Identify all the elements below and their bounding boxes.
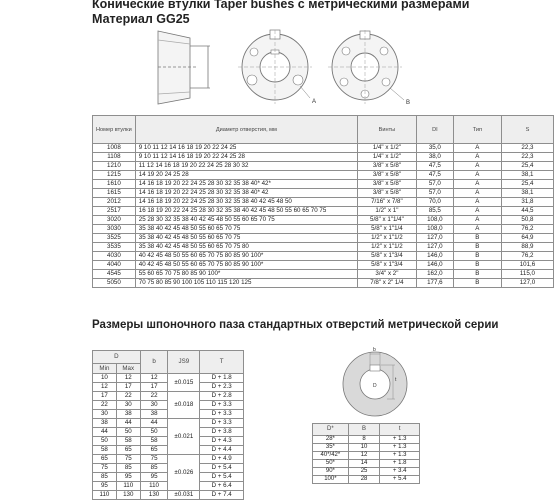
keyway-table-body bbox=[93, 374, 244, 500]
table-cell: 65 bbox=[93, 455, 117, 464]
table-cell: 130 bbox=[140, 491, 168, 500]
table-cell: 130 bbox=[116, 491, 140, 500]
hub-label-b: b bbox=[373, 347, 376, 353]
table-cell: 38,1 bbox=[501, 171, 553, 180]
table-cell: 40 42 45 48 50 55 60 65 70 75 80 85 90 100* bbox=[135, 261, 357, 270]
table-row bbox=[93, 216, 554, 225]
page-title: Конические втулки Taper bushes с метрическими размерами bbox=[92, 0, 470, 11]
table-cell: B bbox=[453, 270, 501, 279]
table-row bbox=[93, 455, 244, 464]
table-cell: A bbox=[453, 180, 501, 189]
table-cell: 38 bbox=[140, 410, 168, 419]
table-cell: 57,0 bbox=[416, 189, 453, 198]
table-cell: 85 bbox=[93, 473, 117, 482]
table-cell: 1/2" x 1"1/2 bbox=[357, 234, 416, 243]
table-cell: 2012 bbox=[93, 198, 136, 207]
header-s: S bbox=[501, 116, 553, 144]
table-cell: 7/16" x 7/8" bbox=[357, 198, 416, 207]
table-cell: 14 19 20 24 25 28 bbox=[135, 171, 357, 180]
table-cell: 3/8" x 5/8" bbox=[357, 162, 416, 171]
table-cell: 95 bbox=[116, 473, 140, 482]
special-bore-table bbox=[312, 423, 420, 484]
table-cell: 25,4 bbox=[501, 162, 553, 171]
table-row bbox=[313, 452, 420, 460]
table-row bbox=[313, 444, 420, 452]
table-cell: 5/8" x 1"1/4" bbox=[357, 216, 416, 225]
tolerance-cell: ±0.021 bbox=[168, 419, 200, 455]
keyway-header-row bbox=[93, 351, 244, 364]
table-cell: 40*/42* bbox=[313, 452, 349, 460]
table-cell: 1210 bbox=[93, 162, 136, 171]
table-cell: 10 bbox=[348, 444, 380, 452]
table-cell: 3/4" x 2" bbox=[357, 270, 416, 279]
header-t: T bbox=[200, 351, 244, 374]
table-cell: 70 75 80 85 90 100 105 110 115 120 125 bbox=[135, 279, 357, 288]
table-cell: 14 16 18 19 20 22 24 25 28 30 32 35 38 40* 42* bbox=[135, 180, 357, 189]
table-cell: 3020 bbox=[93, 216, 136, 225]
table-cell: D + 5.4 bbox=[200, 473, 244, 482]
table-cell: 25,4 bbox=[501, 180, 553, 189]
table-cell: 5/8" x 1"3/4 bbox=[357, 261, 416, 270]
table-cell: + 3.4 bbox=[380, 468, 420, 476]
table-row bbox=[93, 144, 554, 153]
table-row bbox=[93, 261, 554, 270]
table-cell: 75 bbox=[93, 464, 117, 473]
table-cell: 4040 bbox=[93, 261, 136, 270]
table-cell: 47,5 bbox=[416, 171, 453, 180]
table-cell: 162,0 bbox=[416, 270, 453, 279]
table-cell: D + 3.3 bbox=[200, 401, 244, 410]
table-row bbox=[313, 460, 420, 468]
table-cell: A bbox=[453, 144, 501, 153]
table-cell: 90* bbox=[313, 468, 349, 476]
table-cell: 22 bbox=[93, 401, 117, 410]
table-cell: 12 bbox=[93, 383, 117, 392]
table-cell: 58 bbox=[116, 437, 140, 446]
table-cell: A bbox=[453, 171, 501, 180]
table-cell: 7/8" x 2" 1/4 bbox=[357, 279, 416, 288]
bushes-table-body bbox=[93, 144, 554, 288]
table-cell: 14 16 18 19 20 22 24 25 28 30 32 35 38 40 42 45 48 50 bbox=[135, 198, 357, 207]
table-cell: 22,3 bbox=[501, 153, 553, 162]
table-cell: 1108 bbox=[93, 153, 136, 162]
table-row bbox=[93, 162, 554, 171]
table-cell: 35* bbox=[313, 444, 349, 452]
header-di: DI bbox=[416, 116, 453, 144]
table-cell: B bbox=[453, 261, 501, 270]
table-cell: D + 1.8 bbox=[200, 374, 244, 383]
table-cell: 110 bbox=[93, 491, 117, 500]
table-cell: 100* bbox=[313, 476, 349, 484]
table-cell: 44 bbox=[140, 419, 168, 428]
table-row bbox=[93, 279, 554, 288]
header-screws: Винты bbox=[357, 116, 416, 144]
table-row bbox=[93, 419, 244, 428]
table-cell: 44 bbox=[93, 428, 117, 437]
header-js9: JS9 bbox=[168, 351, 200, 374]
table-cell: D + 4.9 bbox=[200, 455, 244, 464]
table-cell: 3/8" x 5/8" bbox=[357, 180, 416, 189]
table-row bbox=[93, 225, 554, 234]
table-cell: 22 bbox=[116, 392, 140, 401]
header-max: Max bbox=[116, 364, 140, 374]
table-cell: 1615 bbox=[93, 189, 136, 198]
table-cell: D + 3.8 bbox=[200, 428, 244, 437]
table-cell: 1/4" x 1/2" bbox=[357, 153, 416, 162]
special-bore-header bbox=[313, 424, 420, 436]
bush-drawing bbox=[150, 26, 440, 106]
table-cell: 108,0 bbox=[416, 216, 453, 225]
table-cell: A bbox=[453, 207, 501, 216]
table-cell: 44,5 bbox=[501, 207, 553, 216]
table-cell: 44 bbox=[116, 419, 140, 428]
label-a: A bbox=[312, 99, 317, 105]
table-cell: D + 6.4 bbox=[200, 482, 244, 491]
table-row bbox=[93, 171, 554, 180]
hub-label-t: t bbox=[395, 377, 397, 383]
table-cell: A bbox=[453, 225, 501, 234]
table-cell: 4030 bbox=[93, 252, 136, 261]
bush-side-view bbox=[158, 31, 210, 104]
header-min: Min bbox=[93, 364, 117, 374]
table-row bbox=[93, 252, 554, 261]
table-cell: 50 bbox=[116, 428, 140, 437]
table-cell: D + 4.3 bbox=[200, 437, 244, 446]
bushes-table bbox=[92, 115, 554, 288]
table-cell: 1/4" x 1/2" bbox=[357, 144, 416, 153]
keyway-table bbox=[92, 350, 244, 500]
table-cell: 1610 bbox=[93, 180, 136, 189]
table-row bbox=[93, 392, 244, 401]
table-cell: D + 5.4 bbox=[200, 464, 244, 473]
table-cell: B bbox=[453, 279, 501, 288]
table-cell: 31,8 bbox=[501, 198, 553, 207]
table-cell: A bbox=[453, 153, 501, 162]
table-cell: 85 bbox=[140, 464, 168, 473]
header-d: D bbox=[93, 351, 141, 364]
table-cell: 35 38 40 42 45 48 50 55 60 65 70 75 80 bbox=[135, 243, 357, 252]
bush-front-view-a bbox=[238, 30, 316, 105]
table-cell: + 1.3 bbox=[380, 452, 420, 460]
table-cell: 3030 bbox=[93, 225, 136, 234]
table-cell: 50 bbox=[140, 428, 168, 437]
table-cell: 40 42 45 48 50 55 60 65 70 75 80 85 90 100* bbox=[135, 252, 357, 261]
table-cell: 85 bbox=[116, 464, 140, 473]
table-cell: 65 bbox=[140, 446, 168, 455]
table-cell: 38,0 bbox=[416, 153, 453, 162]
table-cell: A bbox=[453, 189, 501, 198]
table-cell: 25 bbox=[348, 468, 380, 476]
table-row bbox=[93, 207, 554, 216]
table-cell: 17 bbox=[116, 383, 140, 392]
table-row bbox=[93, 270, 554, 279]
table-cell: 28* bbox=[313, 436, 349, 444]
table-cell: 5/8" x 1"3/4 bbox=[357, 252, 416, 261]
table-cell: 75 bbox=[116, 455, 140, 464]
table-cell: 30 bbox=[93, 410, 117, 419]
tolerance-cell: ±0.018 bbox=[168, 392, 200, 419]
table-cell: D + 7.4 bbox=[200, 491, 244, 500]
header-b: b bbox=[140, 351, 168, 374]
table-cell: 108,0 bbox=[416, 225, 453, 234]
table-row bbox=[313, 468, 420, 476]
header-number: Номер втулки bbox=[93, 116, 136, 144]
label-b: B bbox=[406, 100, 411, 106]
table-cell: 17 bbox=[140, 383, 168, 392]
table-cell: 22 bbox=[140, 392, 168, 401]
table-cell: A bbox=[453, 198, 501, 207]
table-cell: 75 bbox=[140, 455, 168, 464]
table-cell: 110 bbox=[140, 482, 168, 491]
table-cell: 30 bbox=[140, 401, 168, 410]
table-cell: 14 bbox=[348, 460, 380, 468]
table-cell: 12 bbox=[140, 374, 168, 383]
header-b-small: B bbox=[348, 424, 380, 436]
table-cell: 127,0 bbox=[416, 243, 453, 252]
table-cell: 146,0 bbox=[416, 261, 453, 270]
table-cell: + 1.3 bbox=[380, 436, 420, 444]
table-cell: 16 18 19 20 22 24 25 28 30 32 35 38 40 42 45 48 50 55 60 65 70 75 bbox=[135, 207, 357, 216]
table-row bbox=[93, 198, 554, 207]
table-cell: 58 bbox=[140, 437, 168, 446]
table-cell: 35,0 bbox=[416, 144, 453, 153]
bush-front-view-b bbox=[328, 30, 410, 106]
hub-keyway-drawing bbox=[335, 340, 415, 420]
table-cell: 17 bbox=[93, 392, 117, 401]
table-cell: 95 bbox=[93, 482, 117, 491]
header-d-star: D* bbox=[313, 424, 349, 436]
header-diameter: Диаметр отверстия, мм bbox=[135, 116, 357, 144]
table-cell: 146,0 bbox=[416, 252, 453, 261]
table-cell: 9 10 11 12 14 16 18 19 20 22 24 25 28 bbox=[135, 153, 357, 162]
table-row bbox=[93, 234, 554, 243]
table-cell: 1/2" x 1" bbox=[357, 207, 416, 216]
table-cell: B bbox=[453, 234, 501, 243]
table-cell: 3/8" x 5/8" bbox=[357, 171, 416, 180]
table-cell: 22,3 bbox=[501, 144, 553, 153]
table-cell: 101,6 bbox=[501, 261, 553, 270]
keyway-title: Размеры шпоночного паза стандартных отверстий метрической серии bbox=[92, 319, 499, 331]
table-cell: 38 bbox=[116, 410, 140, 419]
table-cell: 70,0 bbox=[416, 198, 453, 207]
table-row bbox=[93, 189, 554, 198]
table-row bbox=[313, 476, 420, 484]
table-cell: 4545 bbox=[93, 270, 136, 279]
bushes-table-header bbox=[93, 116, 554, 144]
table-cell: D + 2.3 bbox=[200, 383, 244, 392]
table-cell: 88,9 bbox=[501, 243, 553, 252]
tolerance-cell: ±0.015 bbox=[168, 374, 200, 392]
table-cell: D + 2.8 bbox=[200, 392, 244, 401]
table-cell: A bbox=[453, 216, 501, 225]
table-cell: B bbox=[453, 243, 501, 252]
table-cell: 58 bbox=[93, 446, 117, 455]
table-cell: 50,8 bbox=[501, 216, 553, 225]
table-cell: 35 38 40 42 45 48 50 55 60 65 70 75 bbox=[135, 225, 357, 234]
header-type: Тип bbox=[453, 116, 501, 144]
table-cell: 9 10 11 12 14 16 18 19 20 22 24 25 bbox=[135, 144, 357, 153]
table-cell: 50 bbox=[93, 437, 117, 446]
table-cell: 35 38 40 42 45 48 50 55 60 65 70 75 bbox=[135, 234, 357, 243]
table-cell: 30 bbox=[116, 401, 140, 410]
table-cell: 127,0 bbox=[501, 279, 553, 288]
table-row bbox=[93, 153, 554, 162]
table-cell: 25 28 30 32 35 38 40 42 45 48 50 55 60 65 70 75 bbox=[135, 216, 357, 225]
table-cell: + 1.8 bbox=[380, 460, 420, 468]
special-bore-body bbox=[313, 436, 420, 484]
table-cell: 2517 bbox=[93, 207, 136, 216]
table-cell: 5/8" x 1"1/4 bbox=[357, 225, 416, 234]
table-cell: + 1.3 bbox=[380, 444, 420, 452]
table-row bbox=[93, 491, 244, 500]
table-cell: B bbox=[453, 252, 501, 261]
table-cell: + 5.4 bbox=[380, 476, 420, 484]
material-label: Материал GG25 bbox=[92, 12, 190, 26]
table-cell: 12 bbox=[348, 452, 380, 460]
table-row bbox=[93, 180, 554, 189]
table-cell: 57,0 bbox=[416, 180, 453, 189]
table-cell: 1/2" x 1"1/2 bbox=[357, 243, 416, 252]
hub-label-d: D bbox=[373, 383, 377, 389]
tolerance-cell: ±0.026 bbox=[168, 455, 200, 491]
table-row bbox=[93, 374, 244, 383]
table-cell: 28 bbox=[348, 476, 380, 484]
table-cell: 10 bbox=[93, 374, 117, 383]
table-cell: A bbox=[453, 162, 501, 171]
table-cell: D + 4.4 bbox=[200, 446, 244, 455]
table-cell: 177,6 bbox=[416, 279, 453, 288]
table-cell: 47,5 bbox=[416, 162, 453, 171]
header-t-small: t bbox=[380, 424, 420, 436]
table-cell: 85,5 bbox=[416, 207, 453, 216]
table-cell: 65 bbox=[116, 446, 140, 455]
table-cell: 50* bbox=[313, 460, 349, 468]
table-cell: 76,2 bbox=[501, 252, 553, 261]
table-cell: 38 bbox=[93, 419, 117, 428]
table-cell: 14 16 18 19 20 22 24 25 28 30 32 35 38 40* 42 bbox=[135, 189, 357, 198]
table-cell: D + 3.3 bbox=[200, 419, 244, 428]
table-cell: 1215 bbox=[93, 171, 136, 180]
table-cell: 76,2 bbox=[501, 225, 553, 234]
table-cell: 11 12 14 16 18 19 20 22 24 25 28 30 32 bbox=[135, 162, 357, 171]
table-cell: 8 bbox=[348, 436, 380, 444]
table-cell: 127,0 bbox=[416, 234, 453, 243]
table-cell: 3535 bbox=[93, 243, 136, 252]
table-cell: 110 bbox=[116, 482, 140, 491]
table-cell: 3525 bbox=[93, 234, 136, 243]
table-cell: 115,0 bbox=[501, 270, 553, 279]
tolerance-cell: ±0.031 bbox=[168, 491, 200, 500]
table-cell: 3/8" x 5/8" bbox=[357, 189, 416, 198]
table-cell: 55 60 65 70 75 80 85 90 100* bbox=[135, 270, 357, 279]
table-cell: 64,9 bbox=[501, 234, 553, 243]
table-row bbox=[313, 436, 420, 444]
table-cell: 1008 bbox=[93, 144, 136, 153]
table-cell: 38,1 bbox=[501, 189, 553, 198]
table-cell: 12 bbox=[116, 374, 140, 383]
table-cell: 95 bbox=[140, 473, 168, 482]
table-cell: D + 3.3 bbox=[200, 410, 244, 419]
table-row bbox=[93, 243, 554, 252]
table-cell: 5050 bbox=[93, 279, 136, 288]
